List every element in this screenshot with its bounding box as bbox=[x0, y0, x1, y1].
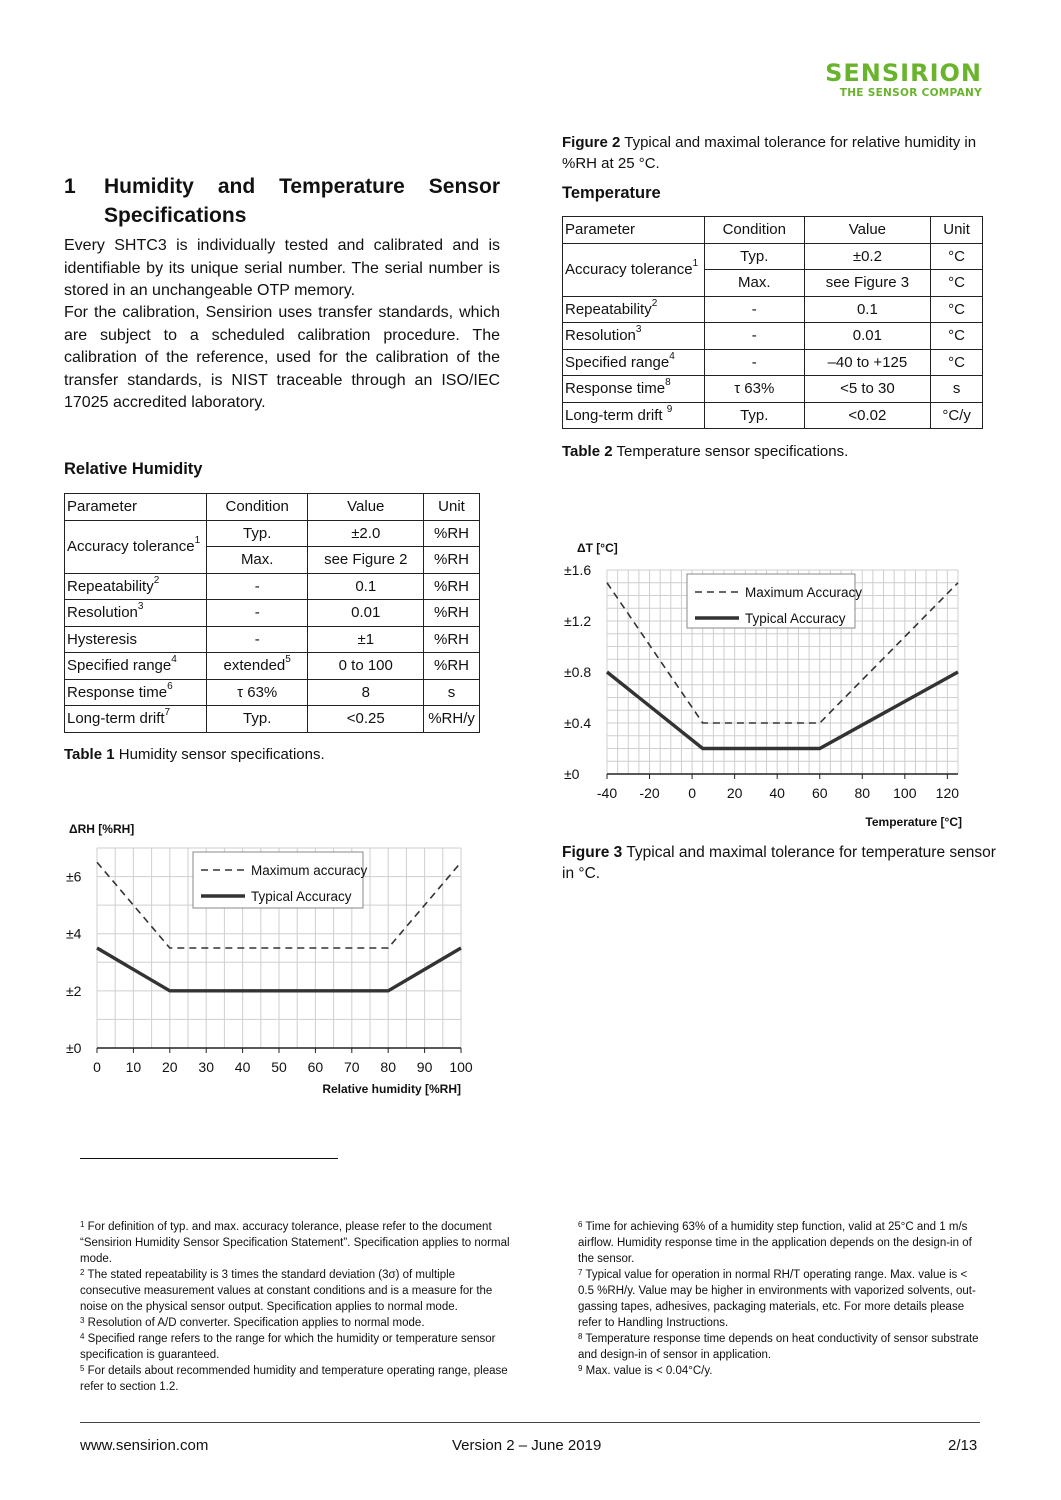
cell: %RH bbox=[424, 547, 480, 574]
cell: %RH bbox=[424, 600, 480, 627]
footnote-rule bbox=[80, 1158, 338, 1159]
cell: Hysteresis bbox=[65, 626, 207, 653]
cell: see Figure 2 bbox=[308, 547, 424, 574]
cell: 0.1 bbox=[308, 573, 424, 600]
temp-heading: Temperature bbox=[562, 184, 661, 202]
footnote: $^8$ Temperature response time depends on heat conductivity of sensor substrate and design-in of sensor in application. bbox=[578, 1332, 979, 1361]
fig2-caption: Figure 2 Typical and maximal tolerance for relative humidity in %RH at 25 °C. bbox=[562, 134, 977, 172]
table-row bbox=[563, 349, 983, 376]
cell: Response time$^8$ bbox=[563, 376, 705, 403]
logo-brand: SENSIRION bbox=[825, 59, 982, 87]
cell: Response time$^6$ bbox=[65, 679, 207, 706]
cell: %RH bbox=[424, 626, 480, 653]
cell: °C bbox=[931, 349, 983, 376]
cell: %RH/y bbox=[424, 706, 480, 733]
table-row bbox=[563, 323, 983, 350]
cell: 8 bbox=[308, 679, 424, 706]
cell: 0 to 100 bbox=[308, 653, 424, 680]
footer-rule bbox=[80, 1422, 980, 1423]
cell: Typ. bbox=[704, 402, 804, 429]
cell: Repeatability$^2$ bbox=[65, 573, 207, 600]
footnote: $^9$ Max. value is < 0.04°C/y. bbox=[578, 1364, 713, 1377]
table-header-row bbox=[563, 217, 983, 244]
cell: %RH bbox=[424, 653, 480, 680]
cell: 0.01 bbox=[804, 323, 931, 350]
cell: - bbox=[206, 626, 308, 653]
cell: 0.01 bbox=[308, 600, 424, 627]
cell: Max. bbox=[704, 270, 804, 297]
table2-caption: Table 2 Temperature sensor specifications. bbox=[562, 443, 849, 460]
header-unit: Unit bbox=[424, 494, 480, 521]
cell: ±2.0 bbox=[308, 520, 424, 547]
footer-website[interactable]: www.sensirion.com bbox=[80, 1437, 209, 1454]
cell: Repeatability$^2$ bbox=[563, 296, 705, 323]
header-parameter: Parameter bbox=[563, 217, 705, 244]
cell: τ 63% bbox=[206, 679, 308, 706]
temp-spec-table bbox=[562, 216, 983, 429]
x-tick-label: -20 bbox=[639, 785, 660, 801]
cell: Specified range$^4$ bbox=[65, 653, 207, 680]
y-tick-label: ±0.4 bbox=[564, 715, 592, 731]
accuracy-param: Accuracy tolerance$^1$ bbox=[65, 520, 207, 573]
cell: τ 63% bbox=[704, 376, 804, 403]
x-axis-title: Temperature [°C] bbox=[865, 815, 962, 829]
cell: - bbox=[704, 323, 804, 350]
x-tick-label: 70 bbox=[344, 1059, 360, 1075]
x-tick-label: 80 bbox=[380, 1059, 396, 1075]
x-tick-label: 40 bbox=[234, 1059, 251, 1075]
cell: s bbox=[424, 679, 480, 706]
footnote: $^2$ The stated repeatability is 3 times the standard deviation (3σ) of multiple consecutive measurement values at constant conditions and is a measure for the noise on the physical sensor output. Specification applies to normal mode. bbox=[80, 1268, 493, 1313]
table-row bbox=[65, 573, 480, 600]
x-tick-label: 120 bbox=[935, 785, 960, 801]
cell: %RH bbox=[424, 573, 480, 600]
accuracy-param: Accuracy tolerance$^1$ bbox=[563, 243, 705, 296]
table-row bbox=[563, 402, 983, 429]
table-header-row bbox=[65, 494, 480, 521]
y-tick-label: ±2 bbox=[66, 982, 82, 999]
cell: - bbox=[206, 573, 308, 600]
header-value: Value bbox=[804, 217, 931, 244]
rh-tolerance-chart bbox=[50, 810, 490, 1110]
header-condition: Condition bbox=[206, 494, 308, 521]
section-number: 1 bbox=[64, 175, 76, 198]
x-tick-label: 50 bbox=[271, 1059, 287, 1075]
cell: - bbox=[704, 349, 804, 376]
cell: - bbox=[206, 600, 308, 627]
cell: - bbox=[704, 296, 804, 323]
x-tick-label: -40 bbox=[596, 785, 618, 801]
legend-label: Typical Accuracy bbox=[745, 611, 846, 626]
cell: <0.25 bbox=[308, 706, 424, 733]
x-tick-label: 10 bbox=[125, 1059, 142, 1075]
y-tick-label: ±0 bbox=[564, 766, 580, 782]
footnote: $^5$ For details about recommended humidity and temperature operating range, please refer to section 1.2. bbox=[80, 1364, 508, 1393]
section-title-line2: Specifications bbox=[104, 204, 247, 227]
cell: Long-term drift $^9$ bbox=[563, 402, 705, 429]
footnotes-left bbox=[80, 1219, 518, 1395]
cell: ±1 bbox=[308, 626, 424, 653]
footnote: $^4$ Specified range refers to the range for which the humidity or temperature sensor specification is guaranteed. bbox=[80, 1332, 496, 1361]
section-title-line1: Humidity and Temperature Sensor bbox=[104, 175, 500, 198]
footnote: $^7$ Typical value for operation in normal RH/T operating range. Max. value is < 0.5 %RH/y. Value may be higher in environments with vaporized solvents, out-gassing tapes, adhesives, packaging materials, etc. For more details please refer to Handling Instructions. bbox=[578, 1268, 976, 1329]
temp-tolerance-chart bbox=[555, 530, 985, 840]
y-tick-label: ±0.8 bbox=[564, 664, 592, 680]
cell: <0.02 bbox=[804, 402, 931, 429]
cell: °C bbox=[931, 243, 983, 270]
fig3-caption: Figure 3 Typical and maximal tolerance for temperature sensor in °C. bbox=[562, 844, 996, 882]
cell: <5 to 30 bbox=[804, 376, 931, 403]
x-tick-label: 20 bbox=[162, 1059, 178, 1075]
x-tick-label: 0 bbox=[93, 1059, 101, 1075]
table-row bbox=[65, 706, 480, 733]
cell: Typ. bbox=[704, 243, 804, 270]
cell: see Figure 3 bbox=[804, 270, 931, 297]
footnotes-right bbox=[578, 1219, 984, 1379]
table-row bbox=[65, 600, 480, 627]
x-tick-label: 100 bbox=[893, 785, 917, 801]
table-row bbox=[563, 243, 983, 270]
cell: %RH bbox=[424, 520, 480, 547]
x-tick-label: 30 bbox=[198, 1059, 214, 1075]
y-tick-label: ±1.2 bbox=[564, 613, 592, 629]
cell: Resolution$^3$ bbox=[563, 323, 705, 350]
section-heading bbox=[64, 172, 500, 230]
x-axis-title: Relative humidity [%RH] bbox=[322, 1082, 461, 1096]
footer-page-number: 2/13 bbox=[948, 1437, 978, 1454]
y-tick-label: ±6 bbox=[66, 868, 82, 885]
cell: extended$^5$ bbox=[206, 653, 308, 680]
cell: Resolution$^3$ bbox=[65, 600, 207, 627]
cell: ±0.2 bbox=[804, 243, 931, 270]
header-value: Value bbox=[308, 494, 424, 521]
footnote: $^1$ For definition of typ. and max. accuracy tolerance, please refer to the document “Sensirion Humidity Sensor Specification Statement”. Specification applies to normal mode. bbox=[80, 1220, 510, 1265]
y-tick-label: ±1.6 bbox=[564, 562, 592, 578]
cell: Max. bbox=[206, 547, 308, 574]
intro-paragraph-2: For the calibration, Sensirion uses transfer standards, which are subject to a scheduled calibration procedure. The calibration of the reference, used for the calibration of the transfer standards, is NIST traceable through an ISO/IEC 17025 accredited laboratory. bbox=[64, 304, 500, 411]
y-axis-title: ΔT [°C] bbox=[577, 541, 618, 555]
table-row bbox=[65, 626, 480, 653]
table-row bbox=[65, 679, 480, 706]
legend-label: Maximum accuracy bbox=[251, 863, 368, 878]
cell: Typ. bbox=[206, 706, 308, 733]
x-tick-label: 60 bbox=[811, 785, 828, 801]
rh-spec-table bbox=[64, 493, 480, 733]
cell: 0.1 bbox=[804, 296, 931, 323]
table1-caption: Table 1 Humidity sensor specifications. bbox=[64, 746, 325, 763]
x-tick-label: 20 bbox=[726, 785, 743, 801]
footnote: $^6$ Time for achieving 63% of a humidity step function, valid at 25°C and 1 m/s airflow. Humidity response time in the application depends on the design-in of the sensor. bbox=[578, 1220, 972, 1265]
cell: °C bbox=[931, 270, 983, 297]
cell: °C bbox=[931, 323, 983, 350]
y-axis-title: ΔRH [%RH] bbox=[69, 822, 135, 836]
x-tick-label: 40 bbox=[769, 785, 785, 801]
cell: Long-term drift$^7$ bbox=[65, 706, 207, 733]
x-tick-label: 100 bbox=[449, 1059, 473, 1075]
table-row bbox=[563, 296, 983, 323]
x-tick-label: 0 bbox=[688, 785, 696, 801]
cell: °C/y bbox=[931, 402, 983, 429]
y-tick-label: ±4 bbox=[66, 925, 82, 942]
logo-tagline: THE SENSOR COMPANY bbox=[839, 87, 982, 99]
legend-label: Typical Accuracy bbox=[251, 889, 352, 904]
intro-paragraph-1: Every SHTC3 is individually tested and calibrated and is identifiable by its unique serial number. The serial number is stored in an unchangeable OTP memory. bbox=[64, 237, 500, 299]
x-tick-label: 90 bbox=[416, 1059, 433, 1075]
header-parameter: Parameter bbox=[65, 494, 207, 521]
cell: Specified range$^4$ bbox=[563, 349, 705, 376]
sensirion-logo bbox=[778, 60, 982, 100]
legend-label: Maximum Accuracy bbox=[745, 585, 863, 600]
rh-heading: Relative Humidity bbox=[64, 460, 203, 478]
table-row bbox=[563, 376, 983, 403]
x-tick-label: 80 bbox=[854, 785, 871, 801]
cell: –40 to +125 bbox=[804, 349, 931, 376]
cell: Typ. bbox=[206, 520, 308, 547]
footnote: $^3$ Resolution of A/D converter. Specification applies to normal mode. bbox=[80, 1316, 425, 1329]
cell: °C bbox=[931, 296, 983, 323]
x-tick-label: 60 bbox=[307, 1059, 324, 1075]
cell: s bbox=[931, 376, 983, 403]
header-condition: Condition bbox=[704, 217, 804, 244]
y-tick-label: ±0 bbox=[66, 1040, 82, 1056]
table-row bbox=[65, 520, 480, 547]
table-row bbox=[65, 653, 480, 680]
header-unit: Unit bbox=[931, 217, 983, 244]
footer-version: Version 2 – June 2019 bbox=[452, 1437, 602, 1454]
